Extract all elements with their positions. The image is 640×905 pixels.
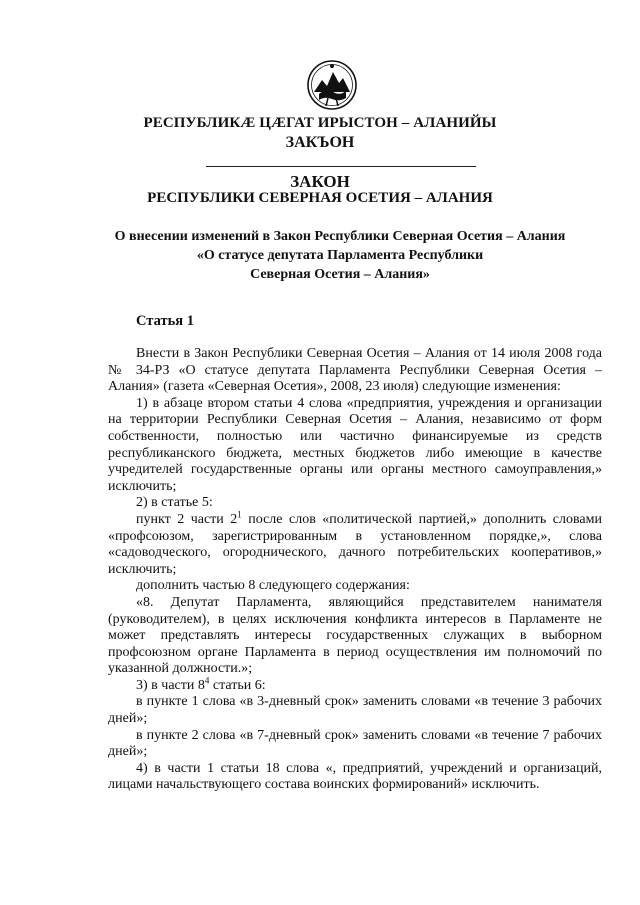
item-3-text-after: статьи 6: — [209, 677, 266, 693]
item-2-sub1-text-before: пункт 2 части 2 — [136, 511, 238, 527]
law-heading-ossetian: ЗАКЪОН — [285, 134, 355, 151]
law-title-line-3: Северная Осетия – Алания» — [250, 267, 430, 282]
header-divider — [206, 166, 476, 167]
law-title — [80, 227, 600, 284]
law-title-line-1: О внесении изменений в Закон Республики Северная Осетия – Алания — [114, 229, 566, 244]
article-heading: Статья 1 — [136, 313, 194, 329]
item-4-paragraph: 4) в части 1 статьи 18 слова «, предприятий, учреждений и организаций, лицами начальствующего состава воинских формирований» исключить. — [108, 760, 602, 793]
item-2-sub1-text-after: после слов «политической партией,» дополнить словами «профсоюзом, зарегистрированным в установленном порядке,», слова «садоводческого, огороднического, дачного потребительских кооперативов,» исключить; — [108, 511, 602, 577]
article-body — [108, 346, 602, 794]
item-2-subparagraph-2: дополнить частью 8 следующего содержания: — [136, 578, 410, 594]
item-3-paragraph — [108, 675, 602, 695]
item-2-subparagraph-1 — [108, 509, 602, 578]
item-1-paragraph: 1) в абзаце втором статьи 4 слова «предприятия, учреждения и организации на территории Республики Северная Осетия – Алания, независимо от форм собственности, полностью или частично финансируемые из средств республиканского бюджета, местных бюджетов либо имеющие в качестве учредителей государственные органы или органы местного самоуправления,» исключить; — [108, 395, 602, 494]
coat-of-arms-icon — [306, 56, 358, 114]
item-2-subparagraph-3: «8. Депутат Парламента, являющийся представителем нанимателя (руководителем), в целях исключения конфликта интересов в Парламенте не может представлять интересы государственных служащих в выборном профсоюзном органе Парламента в период осуществления им полномочий по указанной должности.»; — [108, 594, 602, 677]
law-heading-russian: ЗАКОН — [290, 172, 350, 191]
item-3-text-before: 3) в части 8 — [136, 677, 205, 693]
item-2-sub1-superscript: 1 — [237, 509, 242, 520]
law-title-line-2: «О статусе депутата Парламента Республики — [196, 248, 484, 263]
item-3-superscript: 4 — [204, 675, 210, 686]
republic-name-ossetian: РЕСПУБЛИКӔ ЦӔГАТ ИРЫСТОН – АЛАНИЙЫ — [143, 115, 497, 131]
item-2-paragraph: 2) в статье 5: — [136, 495, 213, 511]
intro-paragraph: Внести в Закон Республики Северная Осетия – Алания от 14 июля 2008 года № 34-РЗ «О статусе депутата Парламента Республики Северная Осетия – Алания» (газета «Северная Осетия», 2008, 23 июля) следующие изменения: — [108, 346, 602, 395]
item-3-subparagraph-2: в пункте 2 слова «в 7-дневный срок» заменить словами «в течение 7 рабочих дней»; — [108, 727, 602, 760]
item-3-subparagraph-1: в пункте 1 слова «в 3-дневный срок» заменить словами «в течение 3 рабочих дней»; — [108, 694, 602, 727]
republic-name-russian: РЕСПУБЛИКИ СЕВЕРНАЯ ОСЕТИЯ – АЛАНИЯ — [147, 190, 493, 206]
